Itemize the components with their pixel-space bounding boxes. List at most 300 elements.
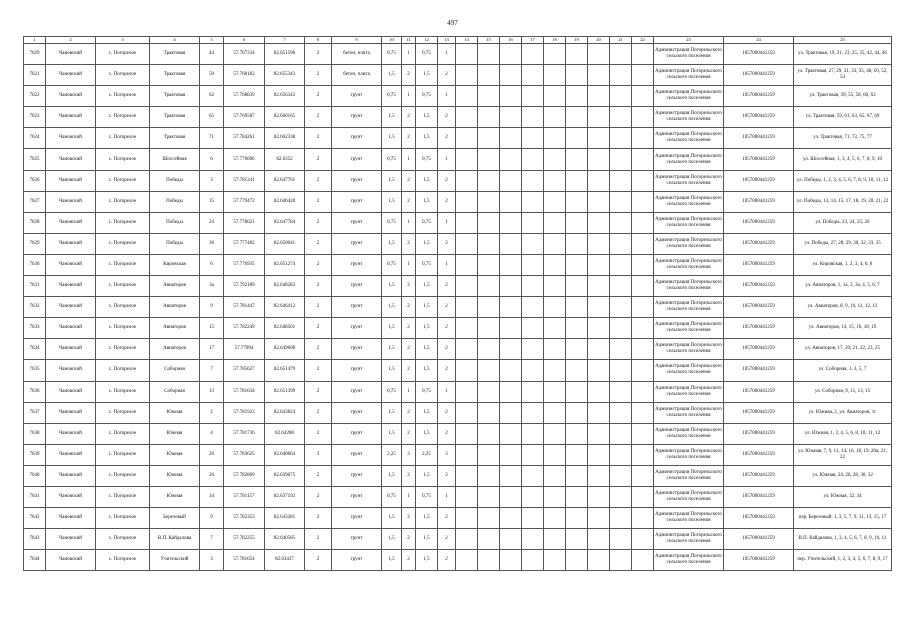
table-cell	[544, 254, 566, 275]
table-cell	[500, 402, 522, 423]
page-number: 497	[447, 19, 458, 27]
table-cell	[544, 423, 566, 444]
table-cell: с. Погорелое	[96, 149, 150, 170]
table-cell: 3	[402, 444, 416, 465]
table-cell	[632, 465, 654, 486]
table-cell: с. Погорелое	[96, 44, 150, 65]
table-cell: 50	[200, 65, 224, 86]
table-cell: 2	[402, 318, 416, 339]
table-cell	[588, 65, 610, 86]
table-cell: 57.792189	[224, 276, 265, 297]
table-cell	[522, 486, 544, 507]
table-cell: ул. Трактовая, 71, 73, 75, 77	[794, 128, 892, 149]
table-cell: Чановский	[46, 465, 96, 486]
table-cell	[522, 149, 544, 170]
table-cell: 0,75	[382, 149, 402, 170]
table-cell	[522, 44, 544, 65]
table-cell: Трактовая	[150, 107, 200, 128]
table-cell	[566, 444, 588, 465]
table-cell	[500, 465, 522, 486]
table-cell: 82.63437	[265, 550, 305, 571]
table-cell: ул. Южная, 1, 3, 4, 5, 6, 8, 10, 11, 12	[794, 423, 892, 444]
table-cell: 7632	[24, 297, 46, 318]
table-row	[24, 381, 892, 402]
table-cell: 1057000441259	[724, 381, 794, 402]
table-cell	[544, 297, 566, 318]
table-cell	[588, 170, 610, 191]
table-cell	[544, 191, 566, 212]
table-cell: 2	[402, 550, 416, 571]
table-cell: ул. Шоссейная, 1, 3, 4, 5, 6, 7, 8, 9, 10	[794, 149, 892, 170]
header-cell: 20	[588, 37, 610, 44]
table-cell	[544, 508, 566, 529]
table-cell: 1,5	[382, 508, 402, 529]
table-cell: 1,5	[382, 191, 402, 212]
table-cell: Трактовая	[150, 44, 200, 65]
table-cell: 1057000441259	[724, 360, 794, 381]
table-cell: Трактовая	[150, 65, 200, 86]
table-cell: 57.767334	[224, 44, 265, 65]
header-cell: 12	[416, 37, 438, 44]
table-cell	[566, 465, 588, 486]
table-cell: 82.640664	[265, 444, 305, 465]
table-row	[24, 486, 892, 507]
table-row	[24, 529, 892, 550]
table-cell: грунт	[332, 444, 382, 465]
table-cell: 82.646412	[265, 297, 305, 318]
table-cell	[456, 550, 478, 571]
table-cell: ул. Трактовая, 27, 29, 31, 33, 35, 48, 50, 52, 54	[794, 65, 892, 86]
table-cell: 82.637192	[265, 486, 305, 507]
table-cell	[478, 212, 500, 233]
table-cell	[500, 508, 522, 529]
table-cell: 0,75	[416, 254, 438, 275]
table-cell	[544, 44, 566, 65]
header-cell: 18	[544, 37, 566, 44]
table-cell	[544, 444, 566, 465]
table-row	[24, 339, 892, 360]
table-cell: Администрация Погорельского сельского поселения	[654, 276, 724, 297]
table-cell	[632, 128, 654, 149]
table-cell	[632, 550, 654, 571]
table-cell: Администрация Погорельского сельского поселения	[654, 86, 724, 107]
table-cell	[632, 529, 654, 550]
table-cell: Администрация Погорельского сельского поселения	[654, 508, 724, 529]
table-cell: 0,75	[416, 44, 438, 65]
table-cell	[456, 339, 478, 360]
table-cell: 2	[305, 149, 332, 170]
table-cell	[632, 444, 654, 465]
table-cell: 1057000441259	[724, 107, 794, 128]
table-row	[24, 128, 892, 149]
table-cell: ул. Южная, 32, 34	[794, 486, 892, 507]
table-cell	[478, 65, 500, 86]
table-cell: 82.648283	[265, 276, 305, 297]
table-cell: 13	[200, 381, 224, 402]
table-cell: Южная	[150, 444, 200, 465]
table-cell	[522, 128, 544, 149]
table-cell	[478, 529, 500, 550]
table-cell: 1057000441259	[724, 402, 794, 423]
header-cell: 8	[305, 37, 332, 44]
table-cell	[478, 107, 500, 128]
table-cell: грунт	[332, 212, 382, 233]
table-cell	[610, 297, 632, 318]
table-row	[24, 212, 892, 233]
table-cell: 1,5	[416, 529, 438, 550]
table-cell: Чановский	[46, 486, 96, 507]
table-cell: 57.776935	[224, 254, 265, 275]
table-cell: 2	[402, 360, 416, 381]
table-cell: 34	[200, 486, 224, 507]
table-cell	[478, 191, 500, 212]
table-cell	[456, 44, 478, 65]
header-cell: 19	[566, 37, 588, 44]
table-cell	[500, 423, 522, 444]
table-cell	[478, 128, 500, 149]
table-cell: Чановский	[46, 107, 96, 128]
table-cell: 2	[402, 423, 416, 444]
table-cell: 82.660165	[265, 107, 305, 128]
header-cell: 1	[24, 37, 46, 44]
table-cell	[566, 381, 588, 402]
table-cell	[610, 423, 632, 444]
table-cell	[500, 360, 522, 381]
table-cell: Чановский	[46, 254, 96, 275]
table-cell	[566, 44, 588, 65]
table-cell	[610, 360, 632, 381]
table-row	[24, 550, 892, 571]
table-cell: 2	[438, 65, 456, 86]
table-cell: Администрация Погорельского сельского поселения	[654, 444, 724, 465]
table-cell	[632, 44, 654, 65]
table-cell	[588, 318, 610, 339]
table-cell: Авиаторов	[150, 339, 200, 360]
table-cell: грунт	[332, 233, 382, 254]
table-cell: 7	[200, 529, 224, 550]
table-cell	[478, 402, 500, 423]
table-cell: 82.647761	[265, 170, 305, 191]
table-cell: 0,75	[416, 486, 438, 507]
table-cell: 1,5	[416, 360, 438, 381]
table-cell	[544, 465, 566, 486]
table-cell	[500, 381, 522, 402]
table-cell: 20	[200, 444, 224, 465]
table-cell: 82.643281	[265, 508, 305, 529]
table-cell: 2	[305, 550, 332, 571]
table-cell: Администрация Погорельского сельского поселения	[654, 212, 724, 233]
table-cell: 2	[305, 170, 332, 191]
table-cell	[566, 65, 588, 86]
table-cell	[566, 276, 588, 297]
table-cell: 7639	[24, 444, 46, 465]
table-cell	[478, 233, 500, 254]
table-cell: 0,75	[382, 486, 402, 507]
table-cell: 1057000441259	[724, 297, 794, 318]
table-cell	[610, 402, 632, 423]
header-cell: 7	[265, 37, 305, 44]
table-cell	[610, 529, 632, 550]
table-cell: 2	[305, 276, 332, 297]
table-cell: 7621	[24, 65, 46, 86]
table-cell: Администрация Погорельского сельского поселения	[654, 254, 724, 275]
table-cell: с. Погорелое	[96, 402, 150, 423]
table-cell	[500, 107, 522, 128]
table-cell	[566, 318, 588, 339]
table-cell: грунт	[332, 170, 382, 191]
table-cell	[588, 465, 610, 486]
table-cell	[456, 318, 478, 339]
table-cell: Чановский	[46, 381, 96, 402]
table-cell: 1057000441259	[724, 128, 794, 149]
table-cell: Чановский	[46, 508, 96, 529]
table-cell	[610, 339, 632, 360]
table-cell: 2	[305, 128, 332, 149]
table-cell: 82.651399	[265, 381, 305, 402]
table-cell	[522, 465, 544, 486]
table-cell: 2	[438, 318, 456, 339]
table-cell	[478, 339, 500, 360]
header-cell: 17	[522, 37, 544, 44]
table-cell: ул. Авиаторов, 17, 20, 21, 22, 23, 25	[794, 339, 892, 360]
table-cell: 1057000441259	[724, 339, 794, 360]
table-cell	[544, 339, 566, 360]
table-cell: 82.651274	[265, 254, 305, 275]
table-cell: Администрация Погорельского сельского поселения	[654, 297, 724, 318]
table-cell	[522, 212, 544, 233]
table-cell: с. Погорелое	[96, 297, 150, 318]
table-cell: пер. Березовый, 1, 3, 5, 7, 9, 11, 13, 15, 17	[794, 508, 892, 529]
table-cell: 7627	[24, 191, 46, 212]
table-cell: 17	[200, 339, 224, 360]
table-cell	[456, 465, 478, 486]
table-cell: Южная	[150, 486, 200, 507]
header-cell: 6	[224, 37, 265, 44]
table-cell	[522, 402, 544, 423]
table-cell: Администрация Погорельского сельского поселения	[654, 170, 724, 191]
table-cell: 2	[305, 360, 332, 381]
table-cell: 1	[438, 381, 456, 402]
table-cell: 0,75	[382, 86, 402, 107]
table-cell: 1,5	[382, 170, 402, 191]
table-cell	[632, 318, 654, 339]
table-cell: 2,25	[416, 444, 438, 465]
table-cell: Чановский	[46, 212, 96, 233]
table-cell	[544, 318, 566, 339]
table-cell	[456, 297, 478, 318]
table-cell	[610, 107, 632, 128]
table-cell: 2	[305, 297, 332, 318]
table-cell: 26	[200, 465, 224, 486]
table-cell: 57.781447	[224, 297, 265, 318]
table-cell: 0,75	[382, 212, 402, 233]
table-cell: 2	[305, 107, 332, 128]
table-cell: 82.651596	[265, 44, 305, 65]
table-cell	[610, 191, 632, 212]
table-cell	[456, 360, 478, 381]
table-cell	[456, 191, 478, 212]
table-cell: 57.781736	[224, 423, 265, 444]
table-cell	[544, 486, 566, 507]
table-cell: 1	[402, 381, 416, 402]
table-cell: ул. Южная, 2, ул. Авиаторов, 1г	[794, 402, 892, 423]
table-cell	[522, 318, 544, 339]
table-cell: 2	[438, 107, 456, 128]
table-cell: 57.782249	[224, 318, 265, 339]
table-cell	[522, 423, 544, 444]
table-cell	[610, 486, 632, 507]
table-cell	[456, 233, 478, 254]
table-cell	[610, 550, 632, 571]
table-cell	[588, 486, 610, 507]
table-cell	[610, 318, 632, 339]
table-cell: 2	[438, 550, 456, 571]
header-cell: 2	[46, 37, 96, 44]
table-cell	[566, 212, 588, 233]
table-cell: 2	[305, 486, 332, 507]
table-row	[24, 170, 892, 191]
table-cell: 2	[438, 360, 456, 381]
header-cell: 15	[478, 37, 500, 44]
table-cell: 1057000441259	[724, 212, 794, 233]
table-cell: грунт	[332, 465, 382, 486]
table-cell: пер. Учительский, 1, 2, 3, 4, 5, 6, 7, 8, 9, 17	[794, 550, 892, 571]
table-cell	[456, 276, 478, 297]
table-cell: ул. Трактовая, 39, 55, 58, 60, 62	[794, 86, 892, 107]
table-cell: 57.781654	[224, 550, 265, 571]
table-cell	[478, 254, 500, 275]
table-cell: 1	[438, 486, 456, 507]
table-cell: 1,5	[416, 233, 438, 254]
table-cell: 2	[438, 297, 456, 318]
table-row	[24, 360, 892, 381]
table-cell: 1,5	[416, 297, 438, 318]
table-cell: 24	[200, 212, 224, 233]
table-cell: Победы	[150, 191, 200, 212]
table-cell: Чановский	[46, 128, 96, 149]
table-cell	[522, 65, 544, 86]
table-cell: грунт	[332, 128, 382, 149]
table-cell	[456, 423, 478, 444]
table-cell	[544, 529, 566, 550]
table-cell: 2	[438, 191, 456, 212]
table-cell	[522, 339, 544, 360]
table-cell: 1057000441259	[724, 318, 794, 339]
table-cell	[500, 128, 522, 149]
table-cell: 4	[200, 423, 224, 444]
table-row	[24, 318, 892, 339]
table-cell: с. Погорелое	[96, 465, 150, 486]
table-cell: Березовый	[150, 508, 200, 529]
table-cell	[566, 529, 588, 550]
table-row	[24, 65, 892, 86]
table-cell: ул. Победы, 1, 2, 3, 4, 5, 6, 7, 8, 9, 10, 11, 12	[794, 170, 892, 191]
table-cell: 2	[402, 128, 416, 149]
table-cell: 57.77994	[224, 339, 265, 360]
table-cell	[522, 381, 544, 402]
table-cell: 1,5	[382, 339, 402, 360]
table-cell: грунт	[332, 381, 382, 402]
table-row	[24, 402, 892, 423]
table-cell: 57.785627	[224, 360, 265, 381]
table-cell: Трактовая	[150, 86, 200, 107]
table-cell	[610, 444, 632, 465]
table-cell: 1,5	[416, 465, 438, 486]
table-cell	[566, 128, 588, 149]
table-cell: 82.650041	[265, 233, 305, 254]
table-cell: Чановский	[46, 318, 96, 339]
table-cell: с. Погорелое	[96, 360, 150, 381]
table-cell	[566, 170, 588, 191]
table-cell	[522, 550, 544, 571]
table-cell	[544, 276, 566, 297]
table-cell: Чановский	[46, 276, 96, 297]
table-cell	[544, 149, 566, 170]
table-cell: 7631	[24, 276, 46, 297]
table-cell: 2	[402, 402, 416, 423]
table-cell: Чановский	[46, 191, 96, 212]
table-cell: 2	[402, 191, 416, 212]
table-cell	[588, 149, 610, 170]
table-cell: 1,5	[382, 550, 402, 571]
table-cell	[478, 318, 500, 339]
table-cell: Чановский	[46, 86, 96, 107]
table-cell: Авиаторов	[150, 318, 200, 339]
table-cell	[456, 128, 478, 149]
table-cell	[500, 297, 522, 318]
table-cell: 1057000441259	[724, 465, 794, 486]
table-cell: 1,5	[416, 128, 438, 149]
table-cell	[632, 339, 654, 360]
header-cell: 23	[654, 37, 724, 44]
table-cell: грунт	[332, 191, 382, 212]
table-cell: 2	[305, 233, 332, 254]
table-cell	[632, 381, 654, 402]
table-cell	[500, 276, 522, 297]
table-cell: 7630	[24, 254, 46, 275]
table-cell: ул. Победы, 27, 28, 29, 30, 32, 33, 35	[794, 233, 892, 254]
table-cell: 1	[438, 254, 456, 275]
table-cell: 1,5	[382, 65, 402, 86]
table-cell: 1057000441259	[724, 486, 794, 507]
table-cell	[632, 65, 654, 86]
header-row	[24, 37, 892, 44]
table-cell	[456, 107, 478, 128]
table-cell	[544, 402, 566, 423]
table-cell	[566, 402, 588, 423]
table-cell: 2	[402, 276, 416, 297]
table-row	[24, 297, 892, 318]
table-cell	[632, 233, 654, 254]
table-cell: Администрация Погорельского сельского поселения	[654, 360, 724, 381]
table-cell: 62	[200, 86, 224, 107]
table-cell: Администрация Погорельского сельского поселения	[654, 44, 724, 65]
table-row	[24, 44, 892, 65]
table-cell: Соборная	[150, 360, 200, 381]
table-cell	[544, 212, 566, 233]
table-cell	[610, 44, 632, 65]
table-cell: 2	[305, 191, 332, 212]
table-cell	[544, 381, 566, 402]
header-cell: 11	[402, 37, 416, 44]
table-cell: 15	[200, 191, 224, 212]
table-cell: грунт	[332, 297, 382, 318]
table-cell	[544, 233, 566, 254]
table-cell	[500, 44, 522, 65]
table-cell: 2	[438, 170, 456, 191]
table-cell: 2	[305, 402, 332, 423]
table-cell: с. Погорелое	[96, 381, 150, 402]
